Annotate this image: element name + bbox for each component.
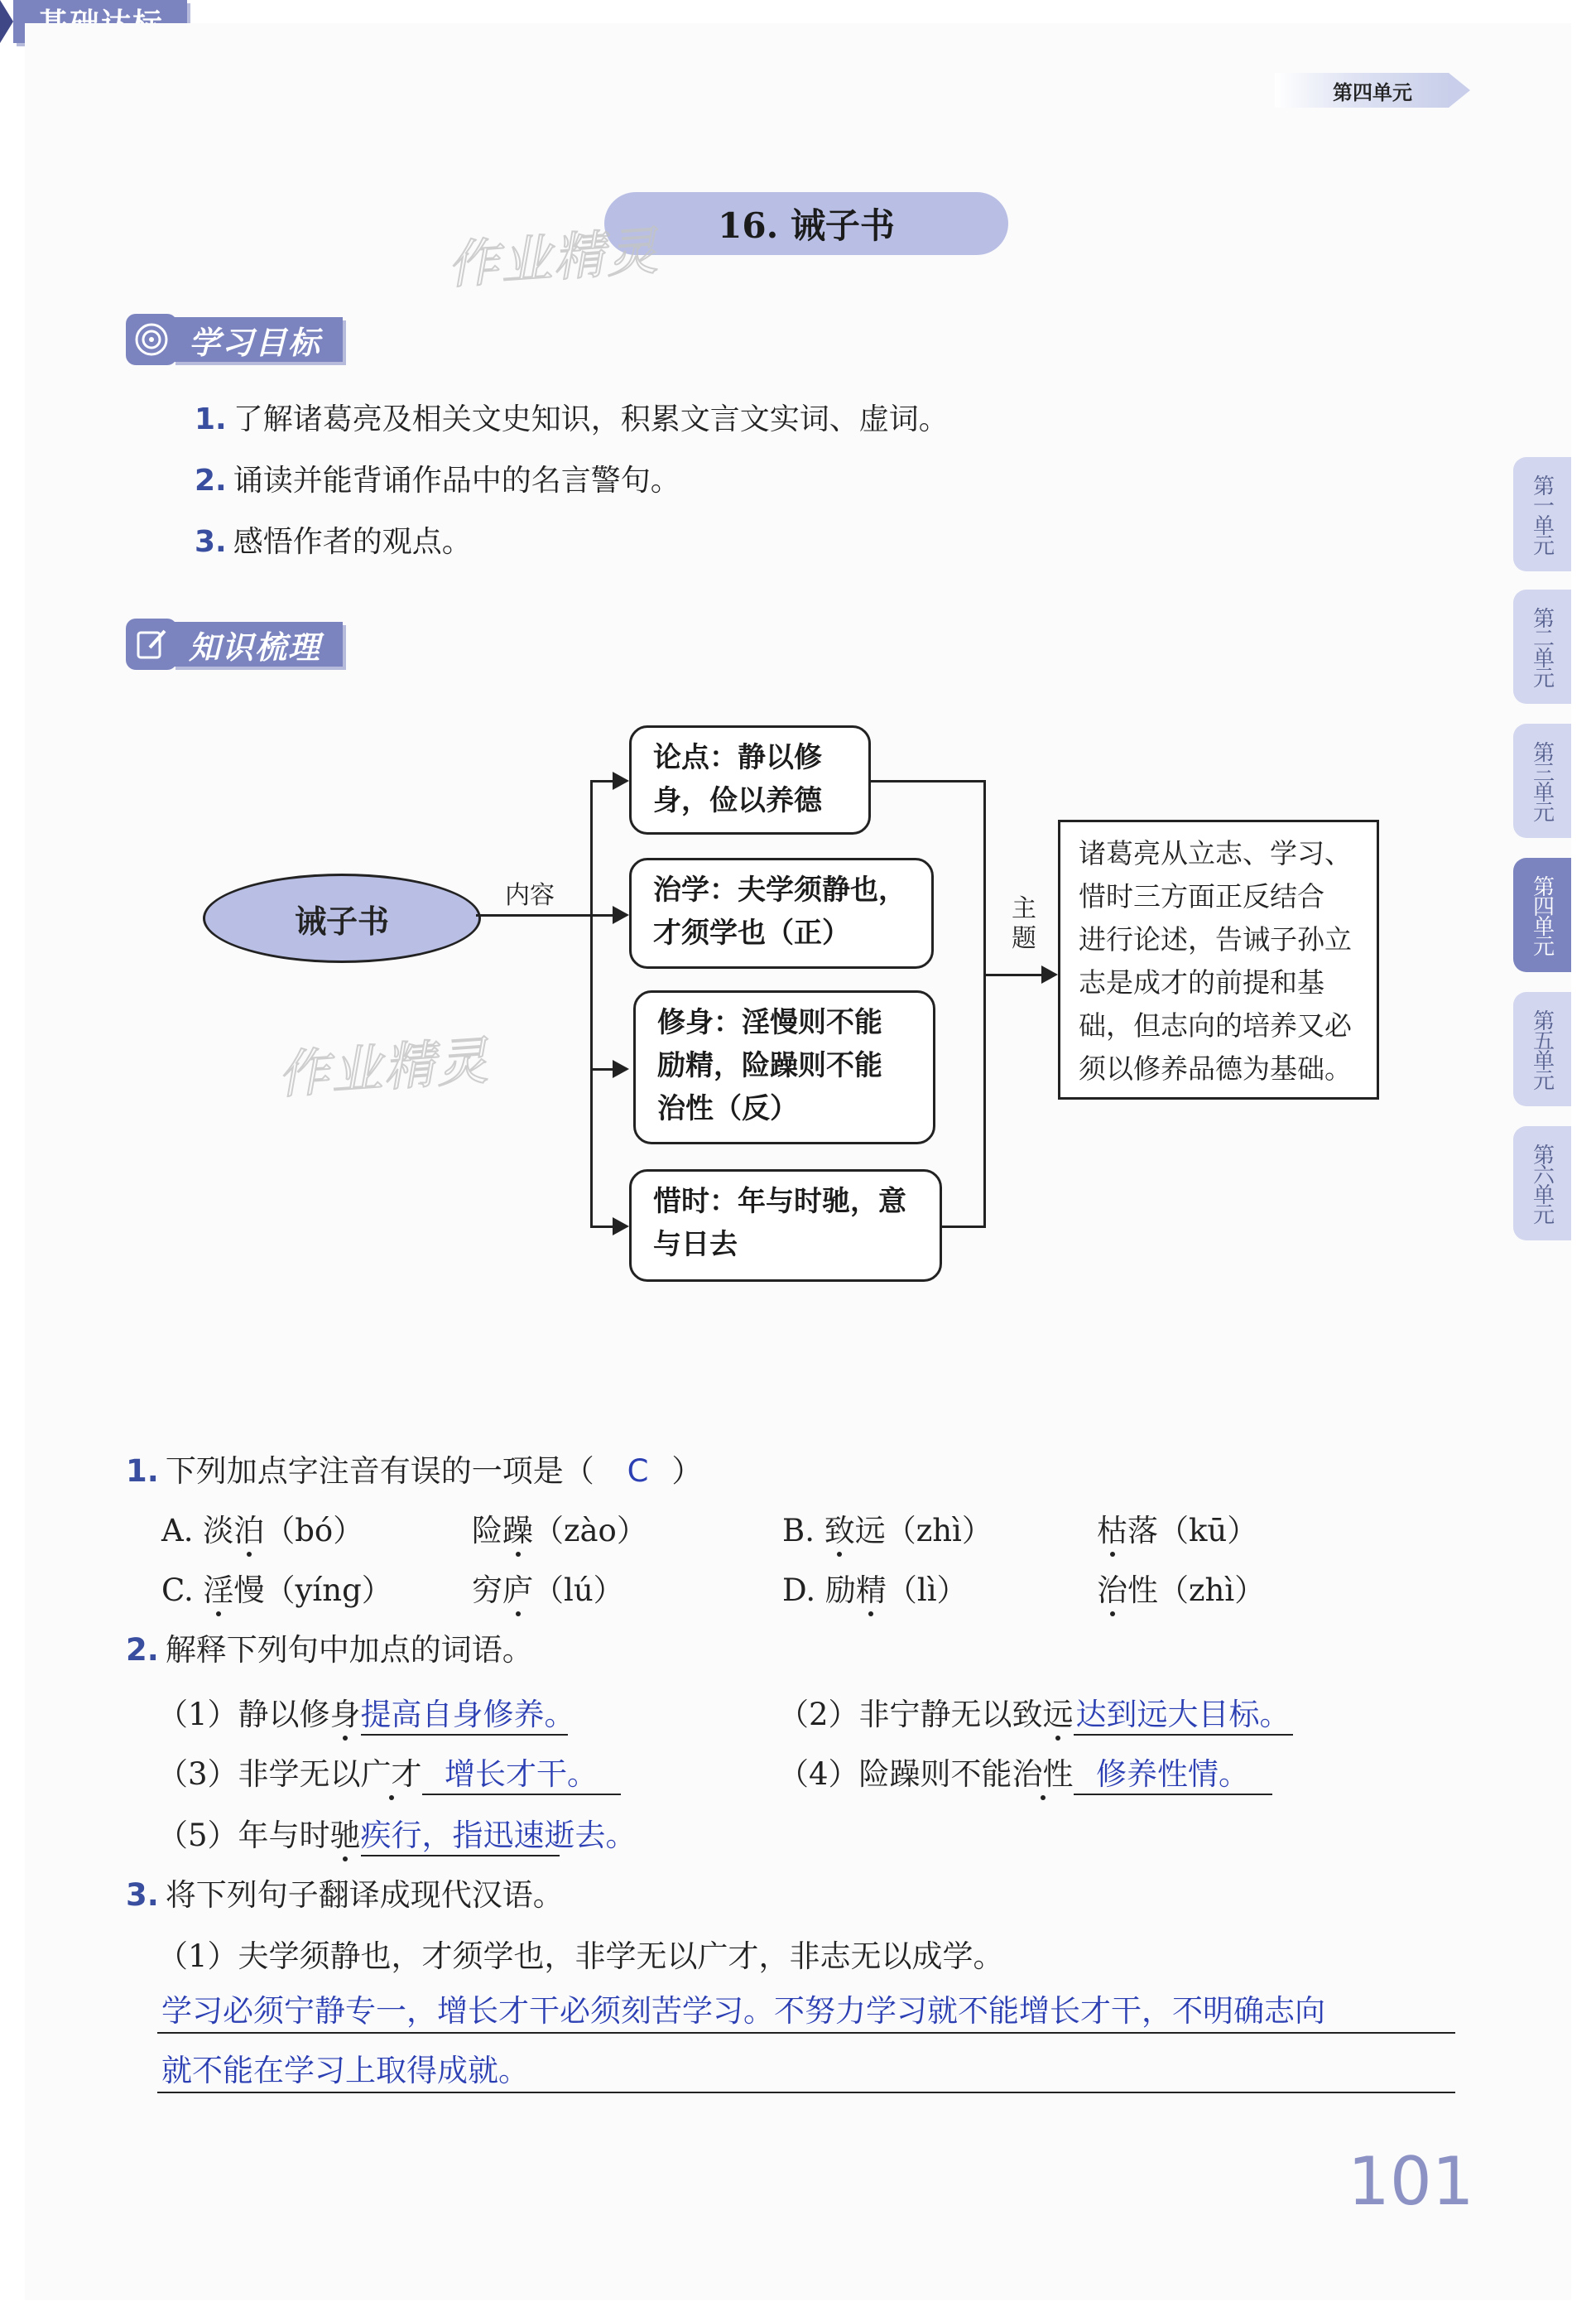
q3-sentence: （1）夫学须静也，才须学也，非学无以广才，非志无以成学。 [157, 1938, 1004, 1974]
section-objectives-header [126, 315, 343, 364]
unit-label: 第四单元 [1333, 80, 1412, 104]
answer-field: 达到远大目标。 [1074, 1689, 1293, 1736]
tab-unit-5[interactable]: 第五单元 [1513, 992, 1571, 1106]
connector-line [871, 780, 985, 782]
section-objectives-title: 学习目标 [172, 317, 343, 362]
section-marker-icon [0, 0, 13, 43]
answer-field: 增长才干。 [422, 1749, 621, 1795]
q2-item-5: （5）年与时驰疾行，指迅速逝去。 [157, 1810, 560, 1856]
q2-item-1: （1）静以修身提高自身修养。 [157, 1689, 568, 1736]
option-c-2: 穷庐（lú） [472, 1572, 624, 1608]
lesson-title [604, 192, 1008, 255]
watermark-logo: 作业精灵 [276, 1030, 492, 1105]
arrow-icon [613, 772, 629, 790]
question-3: 3. 将下列句子翻译成现代汉语。 [126, 1877, 564, 1913]
connector-line [942, 1226, 985, 1228]
diagram-box-cultivation: 修身：淫慢则不能 励精，险躁则不能 治性（反） [633, 990, 935, 1144]
option-a-2: 险躁（zào） [472, 1513, 647, 1548]
q2-item-2: （2）非宁静无以致远达到远大目标。 [778, 1689, 1293, 1736]
arrow-icon [1041, 965, 1058, 984]
diagram-box-argument: 论点：静以修 身，俭以养德 [629, 725, 871, 835]
q2-item-3: （3）非学无以广才 增长才干。 [157, 1749, 621, 1795]
section-knowledge-title: 知识梳理 [172, 622, 343, 667]
objective-item: 1. 了解诸葛亮及相关文史知识，积累文言文实词、虚词。 [195, 402, 949, 436]
tab-unit-6[interactable]: 第六单元 [1513, 1126, 1571, 1240]
target-icon [126, 314, 177, 365]
diagram-center-node: 诫子书 [203, 874, 481, 963]
arrow-icon [613, 1060, 629, 1078]
connector-line [983, 780, 986, 1228]
connector-line [590, 780, 593, 1227]
unit-tag [1275, 73, 1449, 108]
objective-item: 3. 感悟作者的观点。 [195, 525, 472, 559]
arrow-icon [613, 1217, 629, 1235]
answer-field: 疾行，指迅速逝去。 [361, 1810, 560, 1856]
arrow-icon [613, 906, 629, 924]
option-d-2: 治性（zhì） [1097, 1572, 1266, 1608]
option-c: C. 淫慢（yíng） [161, 1572, 392, 1608]
diagram-box-time: 惜时：年与时驰，意 与日去 [629, 1169, 942, 1282]
tab-unit-1[interactable]: 第一单元 [1513, 457, 1571, 571]
theme-label: 主题 [1012, 894, 1036, 953]
option-b-2: 枯落（kū） [1097, 1513, 1258, 1548]
option-a: A. 淡泊（bó） [161, 1513, 364, 1548]
lesson-title-text: 16. 诫子书 [718, 205, 895, 246]
answer-field: 提高自身修养。 [361, 1689, 568, 1736]
tab-unit-3[interactable]: 第三单元 [1513, 724, 1571, 838]
answer-q1: C [627, 1453, 649, 1489]
tab-unit-4[interactable]: 第四单元 [1513, 858, 1571, 972]
q2-item-4: （4）险躁则不能治性 修养性情。 [778, 1749, 1272, 1795]
edit-note-icon [126, 619, 177, 670]
diagram-box-study: 治学：夫学须静也， 才须学也（正） [629, 858, 934, 969]
q3-answer-line-2: 就不能在学习上取得成就。 [161, 2053, 529, 2088]
section-knowledge-header [126, 619, 343, 669]
answer-line [157, 2092, 1455, 2093]
diagram-theme-box: 诸葛亮从立志、学习、 惜时三方面正反结合 进行论述，告诫子孙立 志是成才的前提和基 础，但志向的培养又必 须以修养品德为基础。 [1058, 820, 1379, 1100]
question-1: 1. 下列加点字注音有误的一项是（ C ） [126, 1453, 703, 1489]
chevron-right-icon [1449, 73, 1470, 108]
content-label: 内容 [505, 881, 555, 910]
option-b: B. 致远（zhì） [782, 1513, 993, 1548]
watermark-logo: 作业精灵 [445, 220, 661, 296]
q3-answer-line-1: 学习必须宁静专一，增长才干必须刻苦学习。不努力学习就不能增长才干，不明确志向 [161, 1993, 1325, 2029]
objective-item: 2. 诵读并能背诵作品中的名言警句。 [195, 464, 680, 498]
page-number: 101 [1348, 2143, 1474, 2220]
connector-line [476, 914, 592, 917]
answer-line [157, 2032, 1455, 2034]
tab-unit-2[interactable]: 第二单元 [1513, 590, 1571, 704]
option-d: D. 励精（lì） [782, 1572, 968, 1608]
answer-field: 修养性情。 [1074, 1749, 1272, 1795]
question-2: 2. 解释下列句中加点的词语。 [126, 1632, 533, 1668]
connector-line [983, 974, 1043, 976]
